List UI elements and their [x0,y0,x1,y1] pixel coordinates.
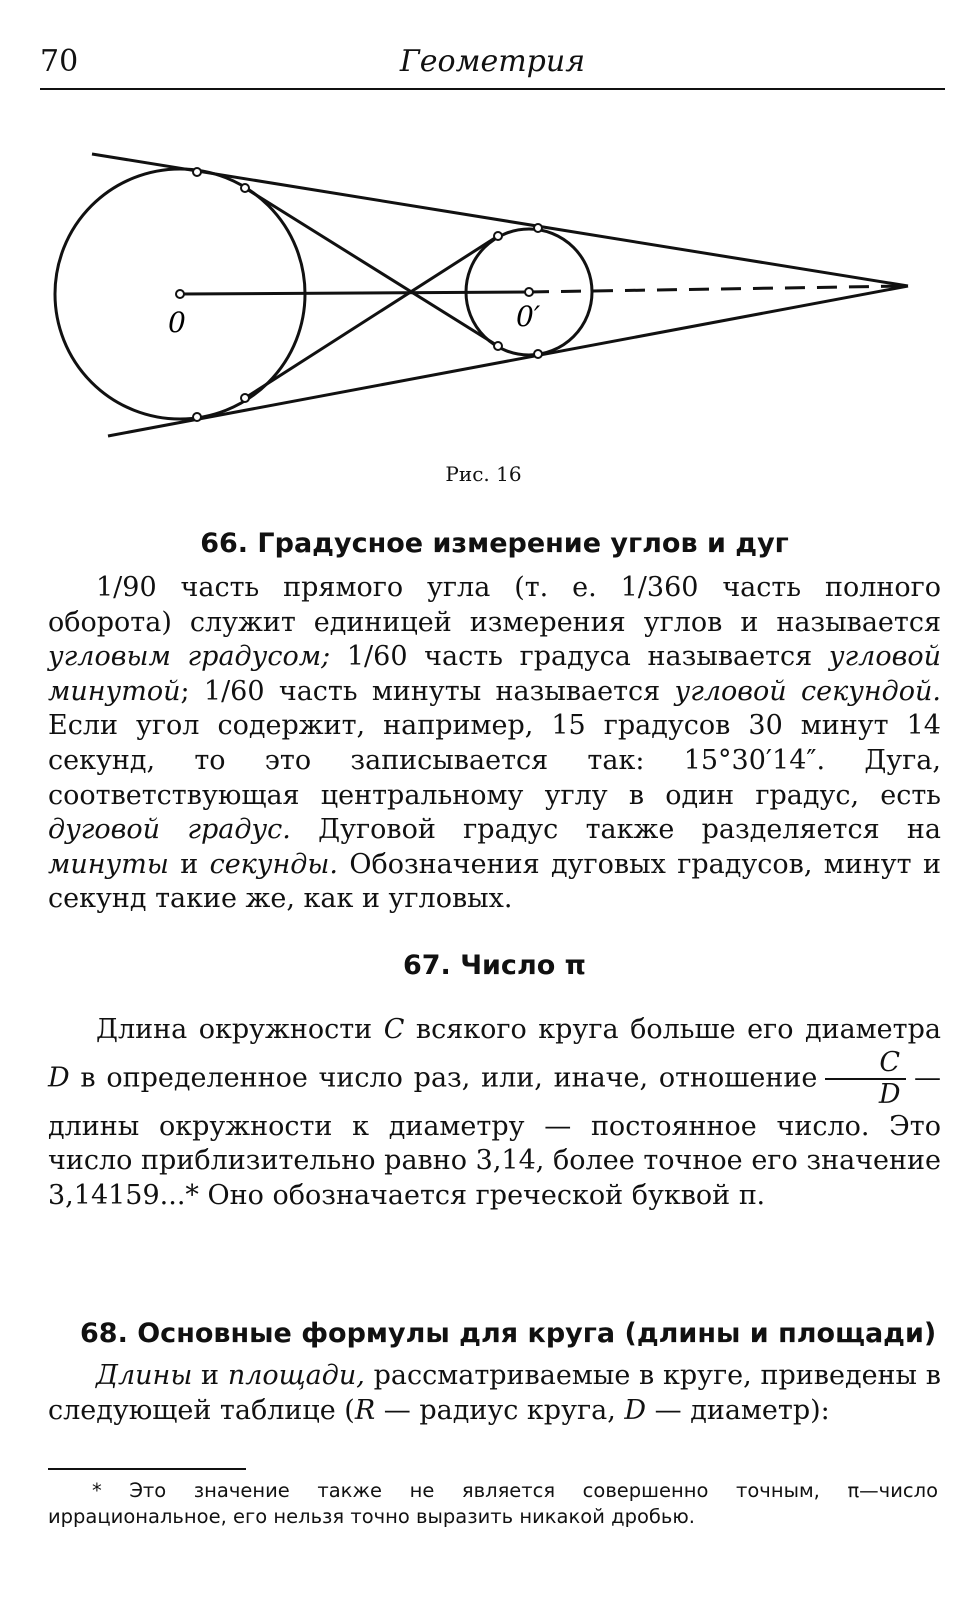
external-tangent-bottom [108,286,908,436]
term: секунды. [209,848,338,880]
center-point-o [176,290,184,298]
figure-caption: Рис. 16 [445,462,522,486]
term: угловой секундой. [674,675,941,707]
center-point-o-prime [525,288,533,296]
label-o-prime: 0′ [516,300,541,333]
section-68 [48,1318,941,1428]
dashed-center-line [529,286,908,292]
paragraph: Длины и площади, рассматриваемые в круге, приведены в следующей таблице (R — радиус круга, D — диаметр): [48,1360,941,1426]
symbol: D [48,1062,70,1094]
tangent-point [193,168,201,176]
term: площади, [227,1360,365,1391]
section-66 [48,528,941,917]
term: дуговой градус. [48,814,291,846]
term: угловой минутой [48,641,941,707]
tangent-point [241,394,249,402]
section-67 [48,950,941,1213]
internal-tangent-1 [245,188,498,346]
tangent-point [534,224,542,232]
figure-16 [40,140,920,450]
term: Длины [96,1360,193,1391]
symbol: R [354,1394,376,1426]
tangent-point [241,184,249,192]
internal-tangent-2 [245,236,498,398]
tangent-point [494,342,502,350]
symbol: C [383,1014,405,1045]
label-o: 0 [168,306,186,339]
section-title: 68. Основные формулы для круга (длины и площади) [80,1318,937,1349]
fraction-c-over-d: $\frac{C}{D}$ [825,1048,906,1110]
footnote-rule [48,1468,246,1470]
section-title: 66. Градусное измерение углов и дуг [200,528,789,559]
paragraph: Длина окружности C всякого круга больше его диаметра D в определенное число раз, или, иначе, отношение $\frac{C}{D}$ — длины окружности к диаметру — постоянное число. Это число приблизительно равно 3,14, более точное его значение 3,14159...* Оно обозначается греческой буквой π. [48,1014,941,1211]
tangent-point [534,350,542,358]
header-rule [40,88,945,90]
page-header [40,38,945,90]
footnote: * Это значение также не является совершенно точным, π—число иррациональное, его нельзя точно выразить никакой дробью. [48,1479,938,1528]
tangent-point [494,232,502,240]
symbol: D [624,1394,647,1426]
center-line [180,292,529,294]
tangent-point [193,413,201,421]
external-tangent-top [92,154,908,286]
section-title: 67. Число π [402,950,587,981]
term: угловым градусом; [48,641,331,673]
page-number: 70 [40,44,79,79]
term: минуты [48,848,169,880]
running-title: Геометрия [399,44,586,79]
paragraph: 1/90 часть прямого угла (т. е. 1/360 часть полного оборота) служит единицей измерения углов и называется угловым градусом; 1/60 часть градуса называется угловой минутой; 1/60 часть минуты называется угловой секундой. Если угол содержит, например, 15 градусов 30 минут 14 секунд, то это записывается так: 15°30′14″. Дуга, соответствующая центральному углу в один градус, есть дуговой градус. Дуговой градус также разделяется на минуты и секунды. Обозначения дуговых градусов, минут и секунд такие же, как и угловых. [48,572,941,915]
